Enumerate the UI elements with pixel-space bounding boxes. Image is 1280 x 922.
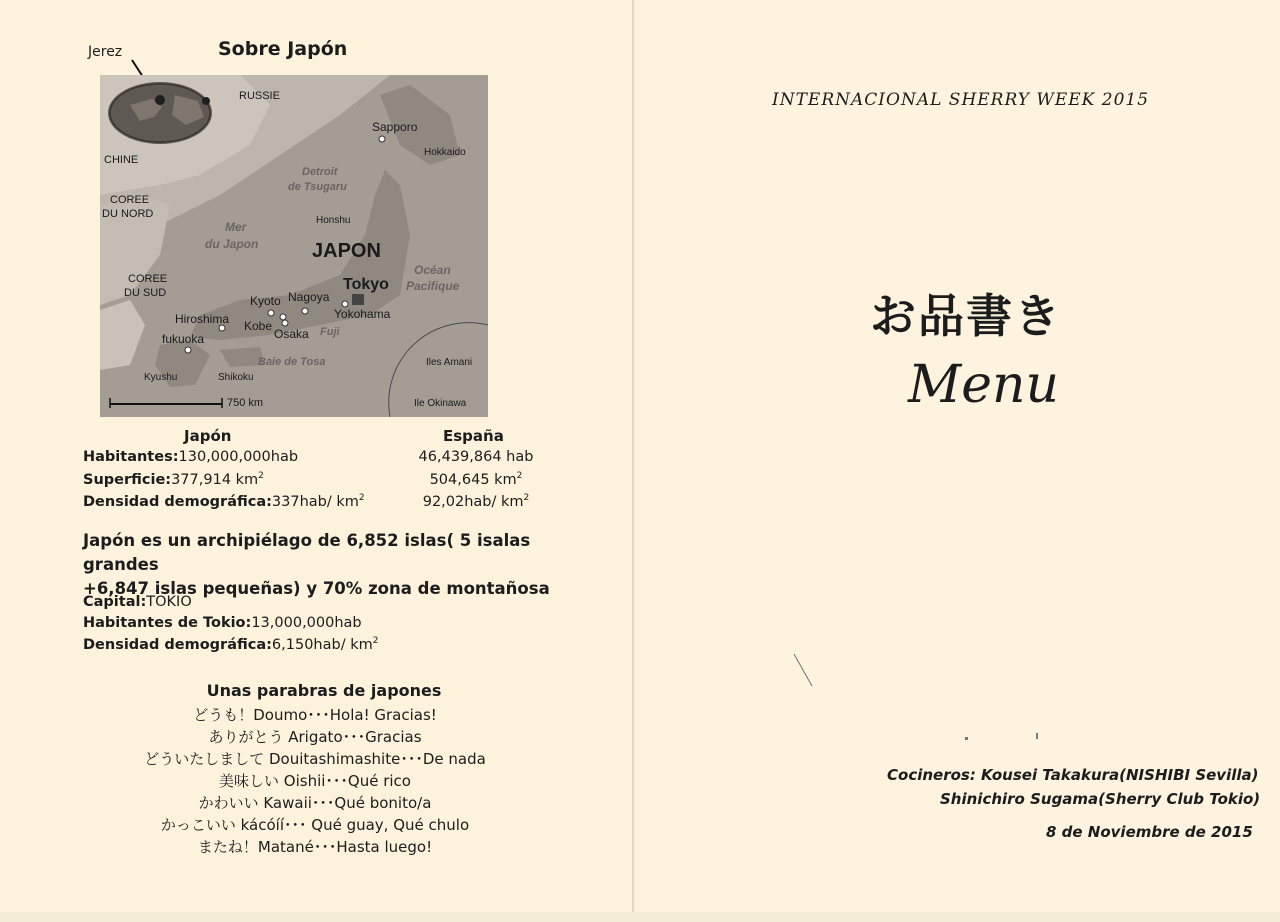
- phrases-title: Unas parabras de japones: [206, 681, 442, 700]
- phrase-item: 美味しい Oishii･･･Qué rico: [219, 772, 411, 790]
- map-label-yokohama: Yokohama: [334, 307, 391, 321]
- jerez-label: Jerez: [88, 44, 123, 60]
- stat-population-spain: 46,439,864 hab: [418, 449, 534, 465]
- map-label-russie: RUSSIE: [239, 90, 280, 102]
- map-label-detroit: Detroit: [302, 166, 338, 178]
- event-title: INTERNACIONAL SHERRY WEEK 2015: [772, 90, 1150, 110]
- phrase-item: ありがとう Arigato･･･Gracias: [208, 728, 422, 746]
- paper-edge: [0, 912, 1280, 922]
- map-label-okinawa: Ile Okinawa: [414, 398, 467, 409]
- phrase-item: どういたしまして Douitashimashite･･･De nada: [144, 750, 486, 768]
- map-label-honshu: Honshu: [316, 215, 351, 226]
- cooks-line-1: Cocineros: Kousei Takakura(NISHIBI Sevilla): [887, 766, 1259, 784]
- map-label-kyushu: Kyushu: [144, 372, 178, 383]
- phrase-item: かっこいい kácóíí･･･ Qué guay, Qué chulo: [160, 816, 470, 834]
- map-label-tokyo: Tokyo: [343, 276, 389, 293]
- map-label-shikoku: Shikoku: [218, 372, 254, 383]
- capital-row: Capital:TOKIO: [83, 594, 192, 610]
- map-label-coree-nord-2: DU NORD: [102, 208, 154, 220]
- map-label-du-japon: du Japon: [205, 237, 259, 251]
- map-label-chine: CHINE: [104, 154, 139, 166]
- menu-title: Menu: [908, 355, 1059, 415]
- archipelago-line-1: Japón es un archipiélago de 6,852 islas( 5 isalas grandes: [83, 531, 531, 574]
- map-label-nagoya: Nagoya: [288, 290, 330, 304]
- page-fold: [632, 0, 634, 922]
- stats-heading-japan: Japón: [184, 427, 232, 445]
- stats-heading-spain: España: [443, 427, 504, 445]
- map-label-fuji: Fuji: [320, 326, 340, 338]
- map-label-hiroshima: Hiroshima: [175, 312, 230, 326]
- stat-density-spain: 92,02hab/ $km^2$: [422, 493, 530, 510]
- archipelago-text: [83, 529, 573, 601]
- map-label-japon: JAPON: [312, 240, 381, 262]
- archipelago-line-2: +6,847 islas pequeñas) y 70% zona de montañosa: [83, 579, 550, 598]
- paper-speck: [1036, 733, 1038, 739]
- map-label-tsugaru: de Tsugaru: [288, 181, 347, 193]
- phrase-item: またね！Matané･･･Hasta luego!: [197, 838, 433, 856]
- map-label-baie: Baie de Tosa: [258, 356, 326, 368]
- map-label-fukuoka: fukuoka: [162, 332, 205, 346]
- map-label-mer: Mer: [225, 220, 247, 234]
- page-title: Sobre Japón: [218, 38, 348, 60]
- stat-density-japan: Densidad demográfica:337hab/ $km^2$: [83, 493, 365, 510]
- stat-area-japan: Superficie:377,914 $km^2$: [83, 471, 264, 488]
- phrase-item: かわいい Kawaii･･･Qué bonito/a: [198, 794, 432, 812]
- map-label-osaka: Osaka: [274, 327, 309, 341]
- map-label-hokkaido: Hokkaido: [424, 147, 466, 158]
- menu-title-japanese: お品書き: [870, 289, 1062, 343]
- tokyo-population-row: Habitantes de Tokio:13,000,000hab: [83, 615, 362, 631]
- map-label-iles-amani: Iles Amani: [426, 357, 473, 368]
- map-label-coree-nord: COREE: [110, 194, 150, 206]
- map-label-coree-sud: COREE: [128, 273, 168, 285]
- map-label-sapporo: Sapporo: [372, 120, 418, 134]
- map-label-coree-sud-2: DU SUD: [124, 287, 167, 299]
- map-scale-label: 750 km: [227, 397, 264, 409]
- stat-area-spain: 504,645 $km^2$: [429, 471, 523, 488]
- tokyo-density-row: Densidad demográfica:6,150hab/ $km^2$: [83, 636, 379, 653]
- stat-population-japan: Habitantes:130,000,000hab: [83, 449, 299, 465]
- map-label-kyoto: Kyoto: [250, 294, 281, 308]
- cooks-line-2: Shinichiro Sugama(Sherry Club Tokio): [940, 790, 1261, 808]
- phrase-item: どうも！Doumo･･･Hola! Gracias!: [193, 706, 437, 724]
- map-label-pacifique: Pacifique: [406, 279, 460, 293]
- menu-date: 8 de Noviembre de 2015: [1046, 823, 1253, 841]
- map-label-kobe: Kobe: [244, 319, 273, 333]
- map-label-ocean: Océan: [414, 263, 451, 277]
- paper-mark: [790, 650, 820, 690]
- paper-speck: [965, 737, 968, 740]
- japan-map: [100, 75, 488, 417]
